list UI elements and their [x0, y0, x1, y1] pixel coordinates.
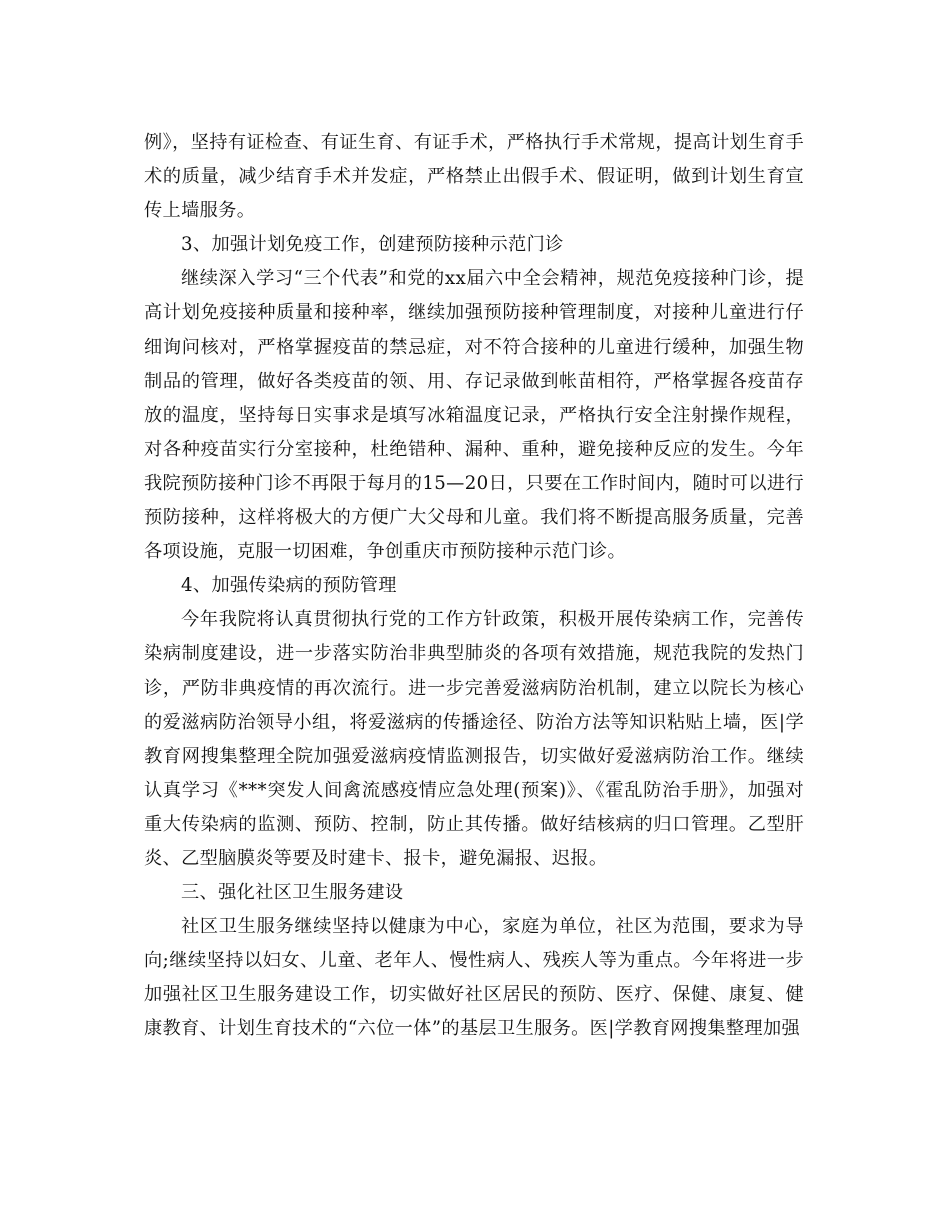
heading-immunization: 3、加强计划免疫工作，创建预防接种示范门诊 — [181, 234, 564, 256]
paragraph-community-health: 社区卫生服务继续坚持以健康为中心，家庭为单位，社区为范围，要求为导向;继续坚持以妇女、儿童、老年人、慢性病人、残疾人等为重点。今年将进一步加强社区卫生服务建设工作，切实做好社区居民的预防、医疗、保健、康复、健康教育、计划生育技术的“六位一体”的基层卫生服务。医|学教育网搜集整理加强 — [144, 916, 804, 1040]
document-page — [144, 126, 804, 1047]
paragraph-family-planning-tail: 例》，坚持有证检查、有证生育、有证手术，严格执行手术常规，提高计划生育手术的质量，减少结育手术并发症，严格禁止出假手术、假证明，做到计划生育宣传上墙服务。 — [144, 132, 804, 222]
heading-community-health: 三、强化社区卫生服务建设 — [181, 882, 404, 904]
paragraph-immunization: 继续深入学习“三个代表”和党的xx届六中全会精神，规范免疫接种门诊，提高计划免疫接种质量和接种率，继续加强预防接种管理制度，对接种儿童进行仔细询问核对，严格掌握疫苗的禁忌症，对不符合接种的儿童进行缓种，加强生物制品的管理，做好各类疫苗的领、用、存记录做到帐苗相符，严格掌握各疫苗存放的温度，坚持每日实事求是填写冰箱温度记录，严格执行安全注射操作规程，对各种疫苗实行分室接种，杜绝错种、漏种、重种，避免接种反应的发生。今年我院预防接种门诊不再限于每月的15—20日，只要在工作时间内，随时可以进行预防接种，这样将极大的方便广大父母和儿童。我们将不断提高服务质量，完善各项设施，克服一切困难，争创重庆市预防接种示范门诊。 — [144, 268, 804, 563]
paragraph-infectious-disease: 今年我院将认真贯彻执行党的工作方针政策，积极开展传染病工作，完善传染病制度建设，进一步落实防治非典型肺炎的各项有效措施，规范我院的发热门诊，严防非典疫情的再次流行。进一步完善爱滋病防治机制，建立以院长为核心的爱滋病防治领导小组，将爱滋病的传播途径、防治方法等知识粘贴上墙，医|学教育网搜集整理全院加强爱滋病疫情监测报告，切实做好爱滋病防治工作。继续认真学习《***突发人间禽流感疫情应急处理(预案)》、《霍乱防治手册》，加强对重大传染病的监测、预防、控制，防止其传播。做好结核病的归口管理。乙型肝炎、乙型脑膜炎等要及时建卡、报卡，避免漏报、迟报。 — [144, 609, 804, 869]
heading-infectious-disease: 4、加强传染病的预防管理 — [181, 575, 397, 597]
